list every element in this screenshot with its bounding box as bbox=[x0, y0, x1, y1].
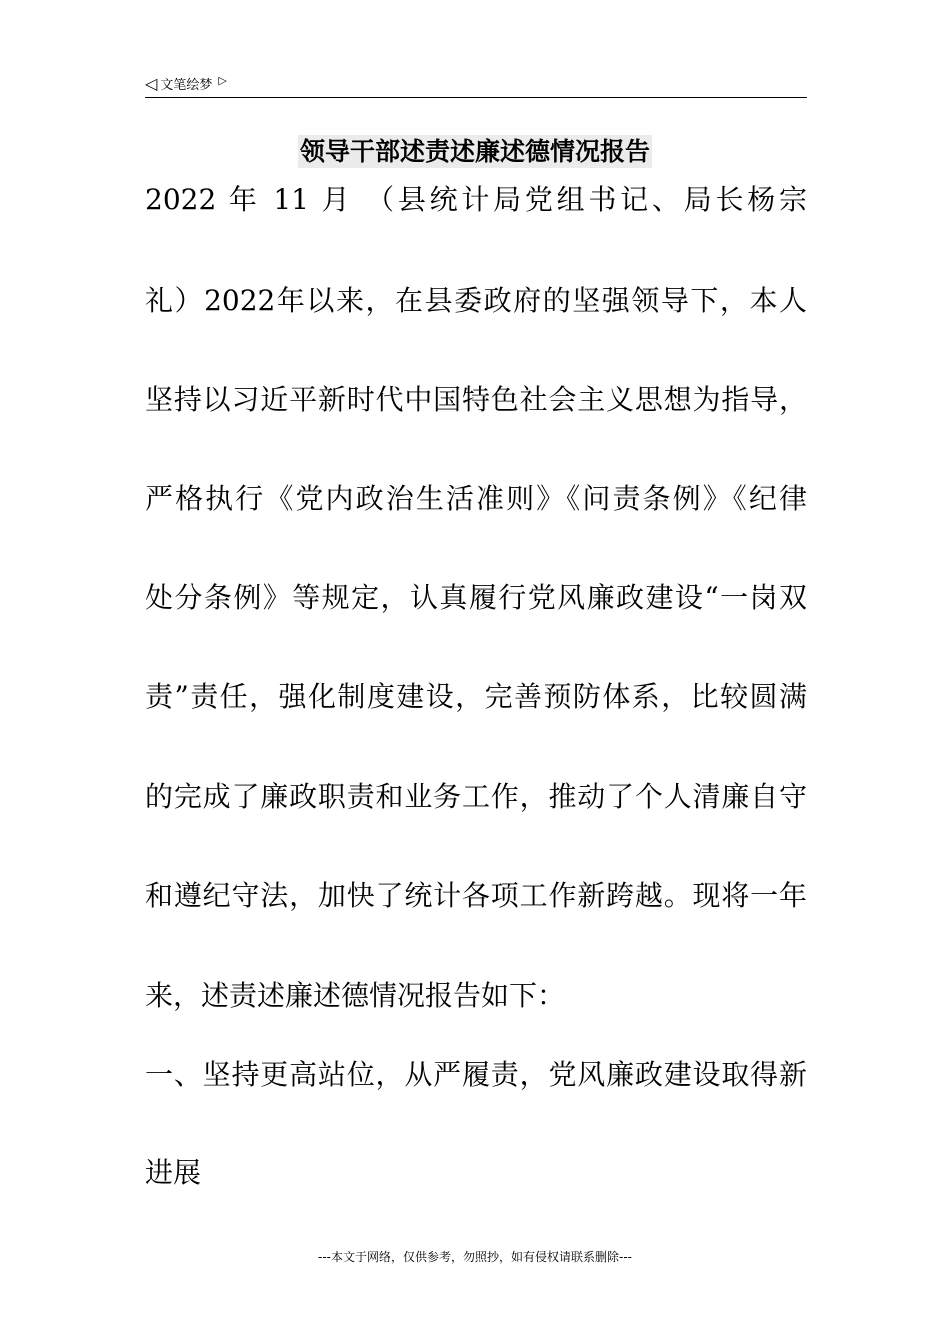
body-line: 来，述责述廉述德情况报告如下： bbox=[145, 979, 566, 1012]
body-line: 2022 年 11 月 （县统计局党组书记、局长杨宗 bbox=[145, 183, 807, 216]
section-heading: 一、坚持更高站位，从严履责，党风廉政建设取得新 bbox=[145, 1058, 807, 1091]
body-line: 的完成了廉政职责和业务工作，推动了个人清廉自守 bbox=[145, 780, 807, 813]
body-line: 责”责任，强化制度建设，完善预防体系，比较圆满 bbox=[145, 680, 807, 713]
triangle-right-icon: ▷ bbox=[218, 74, 227, 87]
footer-disclaimer: ---本文于网络，仅供参考，勿照抄，如有侵权请联系删除--- bbox=[318, 1250, 632, 1264]
body-line: 严格执行《党内政治生活准则》《问责条例》《纪律 bbox=[145, 482, 807, 515]
triangle-left-icon: ◁ bbox=[145, 74, 158, 93]
body-line: 礼）2022年以来，在县委政府的坚强领导下，本人 bbox=[145, 284, 807, 317]
body-line: 处分条例》等规定，认真履行党风廉政建设“一岗双 bbox=[145, 581, 807, 614]
document-title bbox=[0, 132, 950, 168]
header-brand: 文笔绘梦 bbox=[160, 78, 213, 93]
section-heading-continued: 进展 bbox=[145, 1156, 202, 1189]
page-header bbox=[145, 74, 227, 93]
header-rule bbox=[145, 97, 807, 98]
body-line: 和遵纪守法，加快了统计各项工作新跨越。现将一年 bbox=[145, 879, 807, 912]
body-line: 坚持以习近平新时代中国特色社会主义思想为指导， bbox=[145, 383, 807, 416]
title-text: 领导干部述责述廉述德情况报告 bbox=[299, 137, 650, 166]
